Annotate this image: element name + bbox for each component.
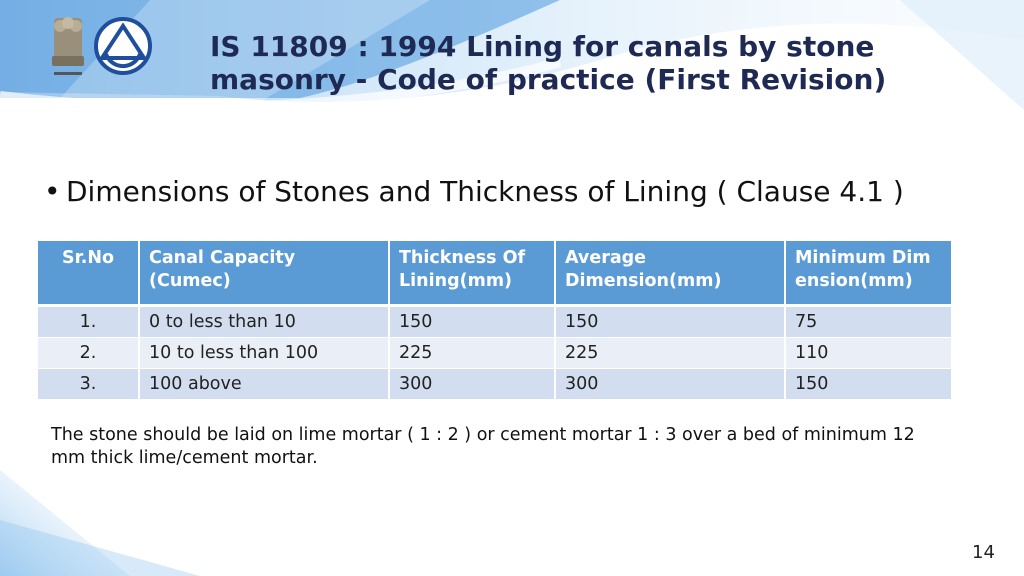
slide-title (210, 30, 990, 96)
header-minimum-dimension: Minimum Dimension(mm) (785, 241, 951, 305)
cell-canal-capacity: 10 to less than 100 (139, 337, 389, 368)
national-emblem-icon (52, 17, 84, 75)
table-header-row (38, 241, 951, 305)
cell-canal-capacity: 100 above (139, 368, 389, 399)
cell-minimum-dimension: 110 (785, 337, 951, 368)
cell-sr-no: 2. (38, 337, 139, 368)
cell-average-dimension: 225 (555, 337, 785, 368)
page-number: 14 (972, 542, 995, 563)
table-row (38, 305, 951, 337)
cell-minimum-dimension: 75 (785, 305, 951, 337)
cell-sr-no: 1. (38, 305, 139, 337)
table-row (38, 368, 951, 399)
cell-lining-thickness: 225 (389, 337, 555, 368)
cell-sr-no: 3. (38, 368, 139, 399)
cell-average-dimension: 300 (555, 368, 785, 399)
bis-logo-icon (96, 19, 150, 73)
header-average-dimension: Average Dimension(mm) (555, 241, 785, 305)
header-logos (48, 14, 154, 84)
header-sr-no: Sr.No (38, 241, 139, 305)
cell-canal-capacity: 0 to less than 10 (139, 305, 389, 337)
bullet-icon: • (44, 175, 61, 208)
bullet-item (44, 174, 904, 210)
cell-lining-thickness: 150 (389, 305, 555, 337)
bullet-text: Dimensions of Stones and Thickness of Lining ( Clause 4.1 ) (66, 175, 904, 208)
cell-minimum-dimension: 150 (785, 368, 951, 399)
dimensions-table (38, 241, 951, 400)
header-canal-capacity: Canal Capacity (Cumec) (139, 241, 389, 305)
table-row (38, 337, 951, 368)
cell-lining-thickness: 300 (389, 368, 555, 399)
title-line-1: IS 11809 : 1994 Lining for canals by stone (210, 30, 875, 63)
title-line-2: masonry - Code of practice (First Revision) (210, 63, 887, 96)
cell-average-dimension: 150 (555, 305, 785, 337)
header-lining-thickness: Thickness Of Lining(mm) (389, 241, 555, 305)
mortar-note: The stone should be laid on lime mortar ( 1 : 2 ) or cement mortar 1 : 3 over a bed of minimum 12 mm thick lime/cement mortar. (51, 425, 915, 468)
